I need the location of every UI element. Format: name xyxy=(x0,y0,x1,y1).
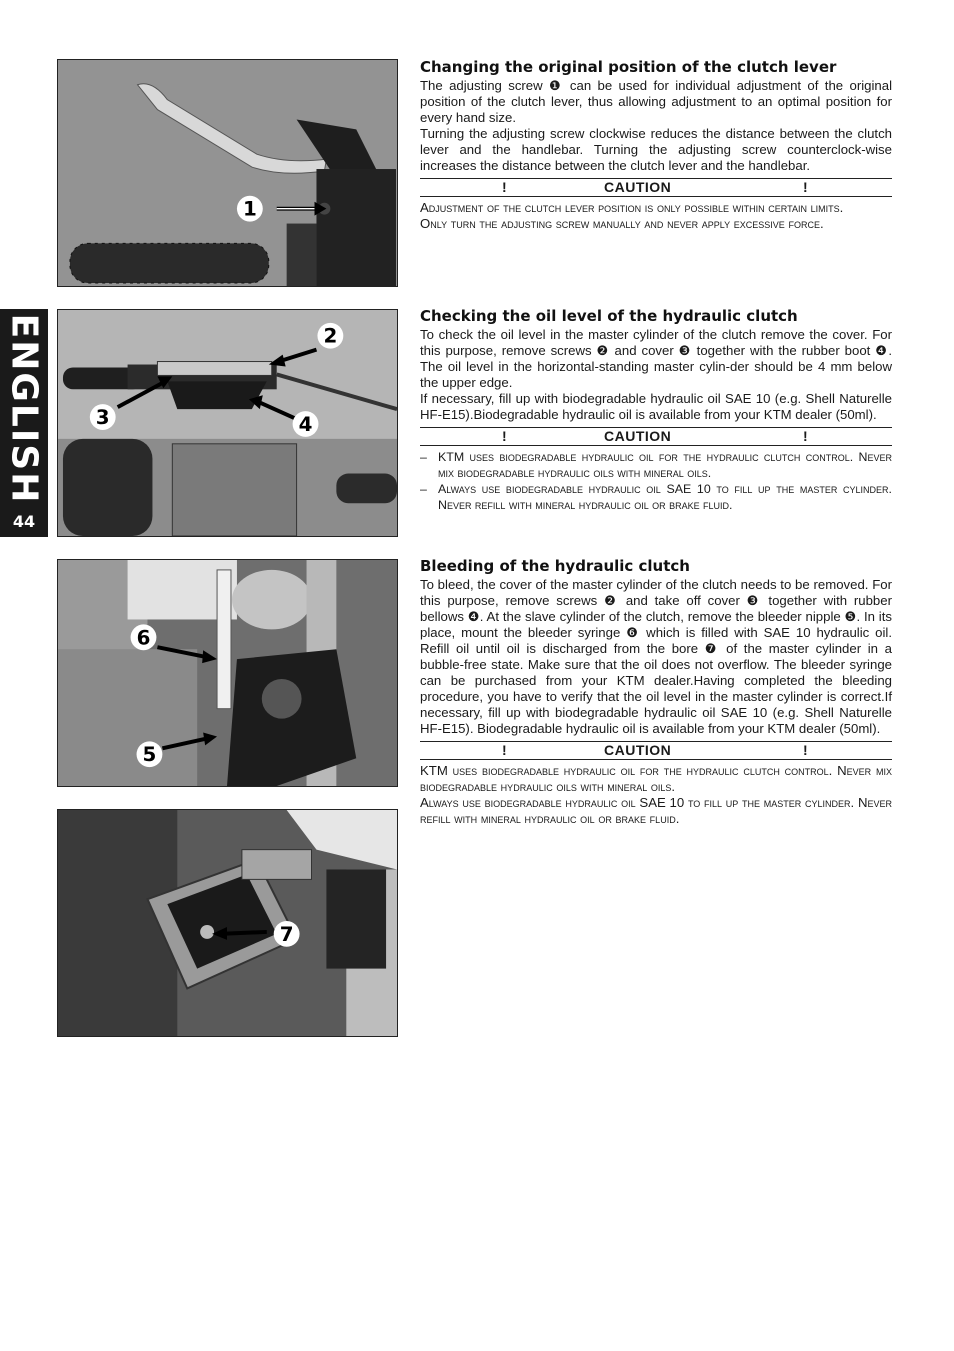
caution-mark: ! xyxy=(803,428,808,444)
paragraph: To bleed, the cover of the master cylinder of the clutch needs to be removed. For this purpose, remove screws ❷ and take off cover ❸ together with rubber bellows ❹. At the slave cylinder of the clutch, remove the bleeder nipple ❺. In its place, mount the bleeder syringe ❻ which is filled with SAE 10 hydraulic oil. Refill oil until oil is discharged from the bore ❼ of the master cylinder in a bubble-free state. Make sure that the oil does not overflow. The bleeder syringe can be purchased from your KTM dealer.Having completed the bleeding procedure, you have to verify that the oil level in the master cylinder is correct.If necessary, fill up with biodegradable hydraulic oil SAE 10 (e.g. Shell Naturelle HF-E15). Biodegradable hydraulic oil is available from your KTM dealer (50ml). xyxy=(420,577,892,736)
page-number: 44 xyxy=(12,512,36,531)
caution-note: KTM uses biodegradable hydraulic oil for the hydraulic clutch control. Never mix biodegradable hydraulic oils with mineral oils. xyxy=(438,450,892,480)
section-oil-level-check xyxy=(420,307,892,513)
list-dash: – xyxy=(420,450,427,464)
caution-note: KTM uses biodegradable hydraulic oil for the hydraulic clutch control. Never mix biodegradable hydraulic oils with mineral oils. xyxy=(420,763,892,794)
list-dash: – xyxy=(420,482,427,496)
caution-label: CAUTION xyxy=(604,428,672,444)
photo-clutch-lever xyxy=(57,59,398,287)
section-title: Changing the original position of the clutch lever xyxy=(420,58,837,76)
paragraph: Turning the adjusting screw clockwise reduces the distance between the clutch lever and the handlebar. Turning the adjusting screw counterclock-wise increases the distance between the clutch lever and the handlebar. xyxy=(420,126,892,173)
caution-banner xyxy=(420,741,892,760)
photo-master-cylinder xyxy=(57,309,398,537)
caution-note: Adjustment of the clutch lever position is only possible within certain limits. xyxy=(420,200,844,215)
section-title: Checking the oil level of the hydraulic clutch xyxy=(420,307,798,325)
section-bleeding-clutch xyxy=(420,557,892,827)
language-side-tab xyxy=(0,309,48,537)
caution-note-item xyxy=(420,449,892,481)
caution-mark: ! xyxy=(502,428,507,444)
caution-label: CAUTION xyxy=(604,179,672,195)
paragraph: To check the oil level in the master cylinder of the clutch remove the cover. For this purpose, remove screws ❷ and cover ❸ together with the rubber boot ❹. The oil level in the horizontal-standing master cylin-der should be 4 mm below the upper edge. xyxy=(420,327,892,390)
caution-banner xyxy=(420,427,892,446)
caution-mark: ! xyxy=(502,179,507,195)
photo-master-cylinder-bore xyxy=(57,809,398,1037)
language-label: ENGLISH xyxy=(3,313,45,505)
callout-1: 1 xyxy=(242,197,257,221)
callout-6: 6 xyxy=(136,626,151,650)
caution-banner xyxy=(420,178,892,197)
paragraph: The adjusting screw ❶ can be used for individual adjustment of the original position of the clutch lever, thus allowing adjustment to an optimal position for every hand size. xyxy=(420,78,892,125)
callout-2: 2 xyxy=(323,324,338,348)
caution-note: Always use biodegradable hydraulic oil SAE 10 to fill up the master cylinder. Never refill with mineral hydraulic oil or brake fluid. xyxy=(438,482,892,512)
photo-bleeding-slave-cylinder xyxy=(57,559,398,787)
section-clutch-lever-position xyxy=(420,58,892,232)
caution-note: Only turn the adjusting screw manually and never apply excessive force. xyxy=(420,216,824,231)
callout-4: 4 xyxy=(298,412,313,436)
caution-note: Always use biodegradable hydraulic oil SAE 10 to fill up the master cylinder. Never refill with mineral hydraulic oil or brake fluid. xyxy=(420,795,892,826)
caution-mark: ! xyxy=(803,742,808,758)
section-title: Bleeding of the hydraulic clutch xyxy=(420,557,690,575)
callout-7: 7 xyxy=(279,922,294,946)
callout-5: 5 xyxy=(142,743,157,767)
caution-note-item xyxy=(420,481,892,513)
caution-label: CAUTION xyxy=(604,742,672,758)
callout-3: 3 xyxy=(95,406,110,429)
caution-mark: ! xyxy=(502,742,507,758)
caution-mark: ! xyxy=(803,179,808,195)
paragraph: If necessary, fill up with biodegradable hydraulic oil SAE 10 (e.g. Shell Naturelle HF-E15).Biodegradable hydraulic oil is available from your KTM dealer (50ml). xyxy=(420,391,892,422)
